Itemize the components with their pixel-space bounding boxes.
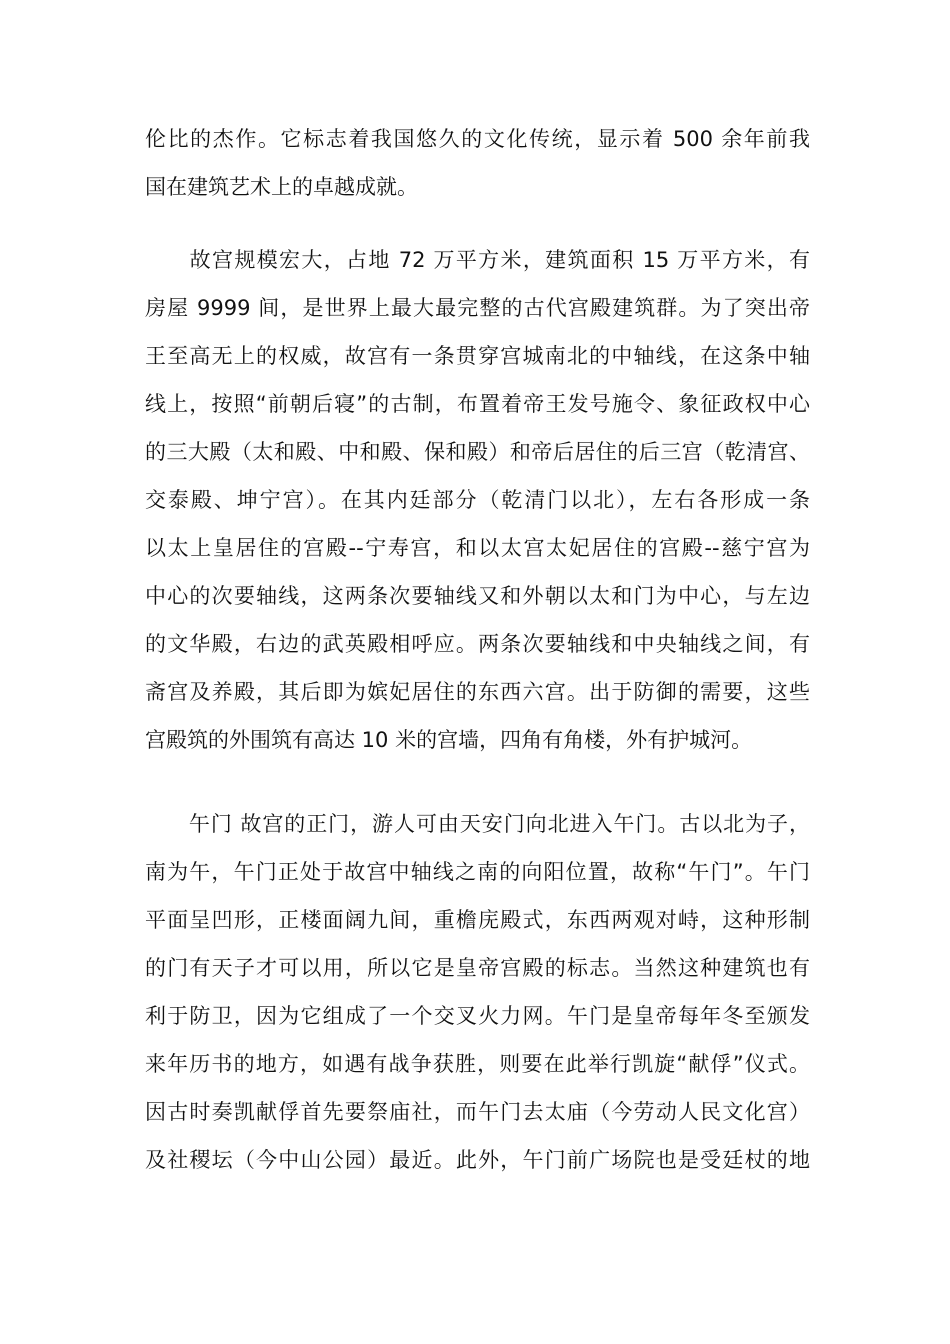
text-line: 中心的次要轴线，这两条次要轴线又和外朝以太和门为中心，与左边 (145, 584, 810, 608)
text-line: 以太上皇居住的宫殿--宁寿宫，和以太宫太妃居住的宫殿--慈宁宫为 (145, 536, 810, 560)
paragraph-1 (145, 115, 810, 211)
text-line: 交泰殿、坤宁宫）。在其内廷部分（乾清门以北），左右各形成一条 (145, 488, 810, 512)
text-line: 斋宫及养殿，其后即为嫔妃居住的东西六宫。出于防御的需要，这些 (145, 680, 810, 704)
text-line: 的门有天子才可以用，所以它是皇帝宫殿的标志。当然这种建筑也有 (145, 956, 810, 980)
text-line: 南为午，午门正处于故宫中轴线之南的向阳位置，故称“午门”。午门 (145, 860, 810, 884)
text-line: 国在建筑艺术上的卓越成就。 (145, 175, 418, 199)
text-line: 伦比的杰作。它标志着我国悠久的文化传统，显示着 500 余年前我 (145, 127, 810, 151)
text-line: 的文华殿，右边的武英殿相呼应。两条次要轴线和中央轴线之间，有 (145, 632, 810, 656)
paragraph-3 (145, 800, 810, 1184)
text-line: 来年历书的地方，如遇有战争获胜，则要在此举行凯旋“献俘”仪式。 (145, 1052, 810, 1076)
text-line: 王至高无上的权威，故宫有一条贯穿宫城南北的中轴线，在这条中轴 (145, 344, 810, 368)
text-line: 及社稷坛（今中山公园）最近。此外，午门前广场院也是受廷杖的地 (145, 1148, 810, 1172)
text-line: 宫殿筑的外围筑有高达 10 米的宫墙，四角有角楼，外有护城河。 (145, 728, 753, 752)
paragraph-2 (145, 236, 810, 764)
text-line: 的三大殿（太和殿、中和殿、保和殿）和帝后居住的后三宫（乾清宫、 (145, 440, 810, 464)
text-line: 线上，按照“前朝后寝”的古制，布置着帝王发号施令、象征政权中心 (145, 392, 810, 416)
text-line: 利于防卫，因为它组成了一个交叉火力网。午门是皇帝每年冬至颁发 (145, 1004, 810, 1028)
text-line: 午门 故宫的正门，游人可由天安门向北进入午门。古以北为子， (145, 812, 810, 836)
text-line: 故宫规模宏大，占地 72 万平方米，建筑面积 15 万平方米，有 (145, 248, 810, 272)
text-line: 因古时奏凯献俘首先要祭庙社，而午门去太庙（今劳动人民文化宫） (145, 1100, 810, 1124)
text-line: 房屋 9999 间，是世界上最大最完整的古代宫殿建筑群。为了突出帝 (145, 296, 810, 320)
text-line: 平面呈凹形，正楼面阔九间，重檐庑殿式，东西两观对峙，这种形制 (145, 908, 810, 932)
